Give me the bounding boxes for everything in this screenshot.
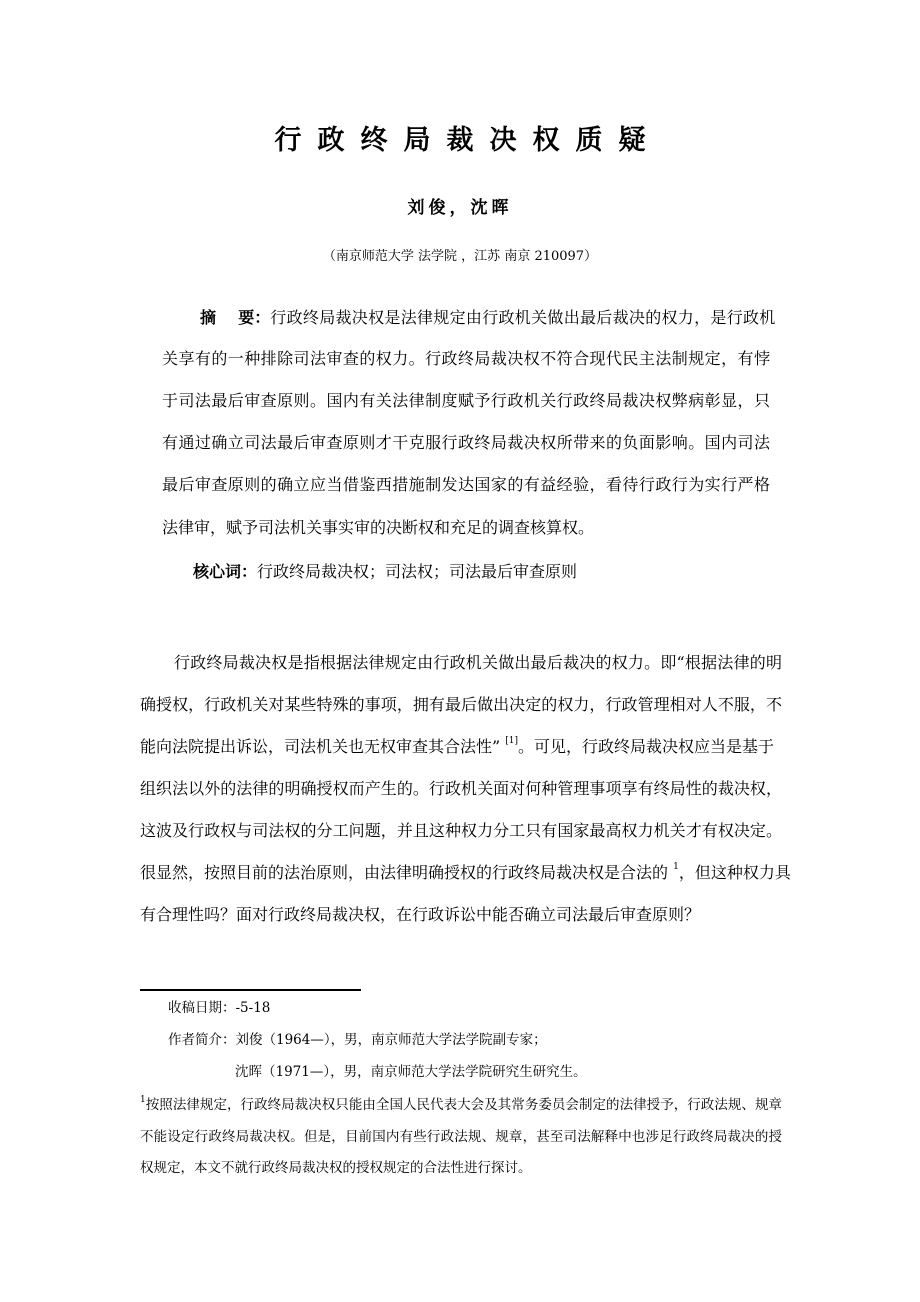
abstract-line: 于司法最后审查原则。国内有关法律制度赋予行政机关行政终局裁决权弊病彰显，只 [162, 391, 770, 410]
body-line: 行政终局裁决权是指根据法律规定由行政机关做出最后裁决的权力。即“根据法律的明 [174, 653, 782, 672]
body-line [140, 862, 791, 884]
authors: 刘俊，沈晖 [407, 198, 513, 218]
author-intro: 沈晖（1971—），男，南京师范大学法学院研究生研究生。 [235, 1064, 587, 1080]
body-text-segment: 。可见，行政终局裁决权应当是基于 [518, 737, 775, 756]
abstract-label: 摘 要： [200, 308, 271, 327]
body-line: 有合理性吗？面对行政终局裁决权，在行政诉讼中能否确立司法最后审查原则？ [140, 905, 701, 924]
footnote-divider [140, 989, 361, 991]
paper-title: 行政终局裁决权质疑 [274, 125, 662, 156]
keywords-text: 行政终局裁决权；司法权；司法最后审查原则 [257, 562, 578, 581]
abstract-line: 法律审，赋予司法机关事实审的决断权和充足的调查核算权。 [162, 518, 595, 537]
footnote-mark: 1 [140, 1095, 146, 1105]
abstract-line: 关享有的一种排除司法审查的权力。行政终局裁决权不符合现代民主法制规定，有悖 [162, 349, 770, 368]
abstract-text: 行政终局裁决权是法律规定由行政机关做出最后裁决的权力，是行政机 [270, 308, 776, 327]
keywords [193, 561, 577, 583]
body-line: 确授权，行政机关对某些特殊的事项，拥有最后做出决定的权力，行政管理相对人不服，不 [140, 695, 782, 714]
citation-ref[interactable]: [1] [505, 736, 519, 746]
keywords-label: 核心词： [193, 562, 258, 581]
footnote-text: 按照法律规定，行政终局裁决权只能由全国人民代表大会及其常务委员会制定的法律授予，行政法规、规章 [145, 1097, 782, 1113]
affiliation: （南京师范大学 法学院 ，江苏 南京 210097） [322, 249, 598, 264]
abstract-line: 有通过确立司法最后审查原则才干克服行政终局裁决权所带来的负面影响。国内司法 [162, 433, 770, 452]
body-line: 组织法以外的法律的明确授权而产生的。行政机关面对何种管理事项享有终局性的裁决权， [140, 779, 782, 798]
author-intro: 作者简介：刘俊（1964—），男，南京师范大学法学院副专家； [168, 1032, 547, 1048]
body-text-segment: 很显然，按照目前的法治原则，由法律明确授权的行政终局裁决权是合法的 [140, 863, 669, 882]
footnote-line: 权规定，本文不就行政终局裁决权的授权规定的合法性进行探讨。 [140, 1160, 532, 1176]
body-text-segment: 能向法院提出诉讼，司法机关也无权审查其合法性” [140, 737, 501, 756]
abstract-line [200, 307, 776, 329]
footnote-ref[interactable]: 1 [673, 862, 679, 872]
body-line: 这波及行政权与司法权的分工问题，并且这种权力分工只有国家最高权力机关才有权决定。 [140, 821, 782, 840]
body-line [140, 736, 782, 758]
body-text-segment: ，但这种权力具 [678, 863, 791, 882]
footnote-line [140, 1095, 782, 1115]
abstract-line: 最后审查原则的确立应当借鉴西措施制发达国家的有益经验，看待行政行为实行严格 [162, 475, 770, 494]
received-date: 收稿日期：-5-18 [168, 1000, 271, 1016]
footnote-line: 不能设定行政终局裁决权。但是，目前国内有些行政法规、规章，甚至司法解释中也涉足行政终局裁决的授 [140, 1129, 782, 1145]
